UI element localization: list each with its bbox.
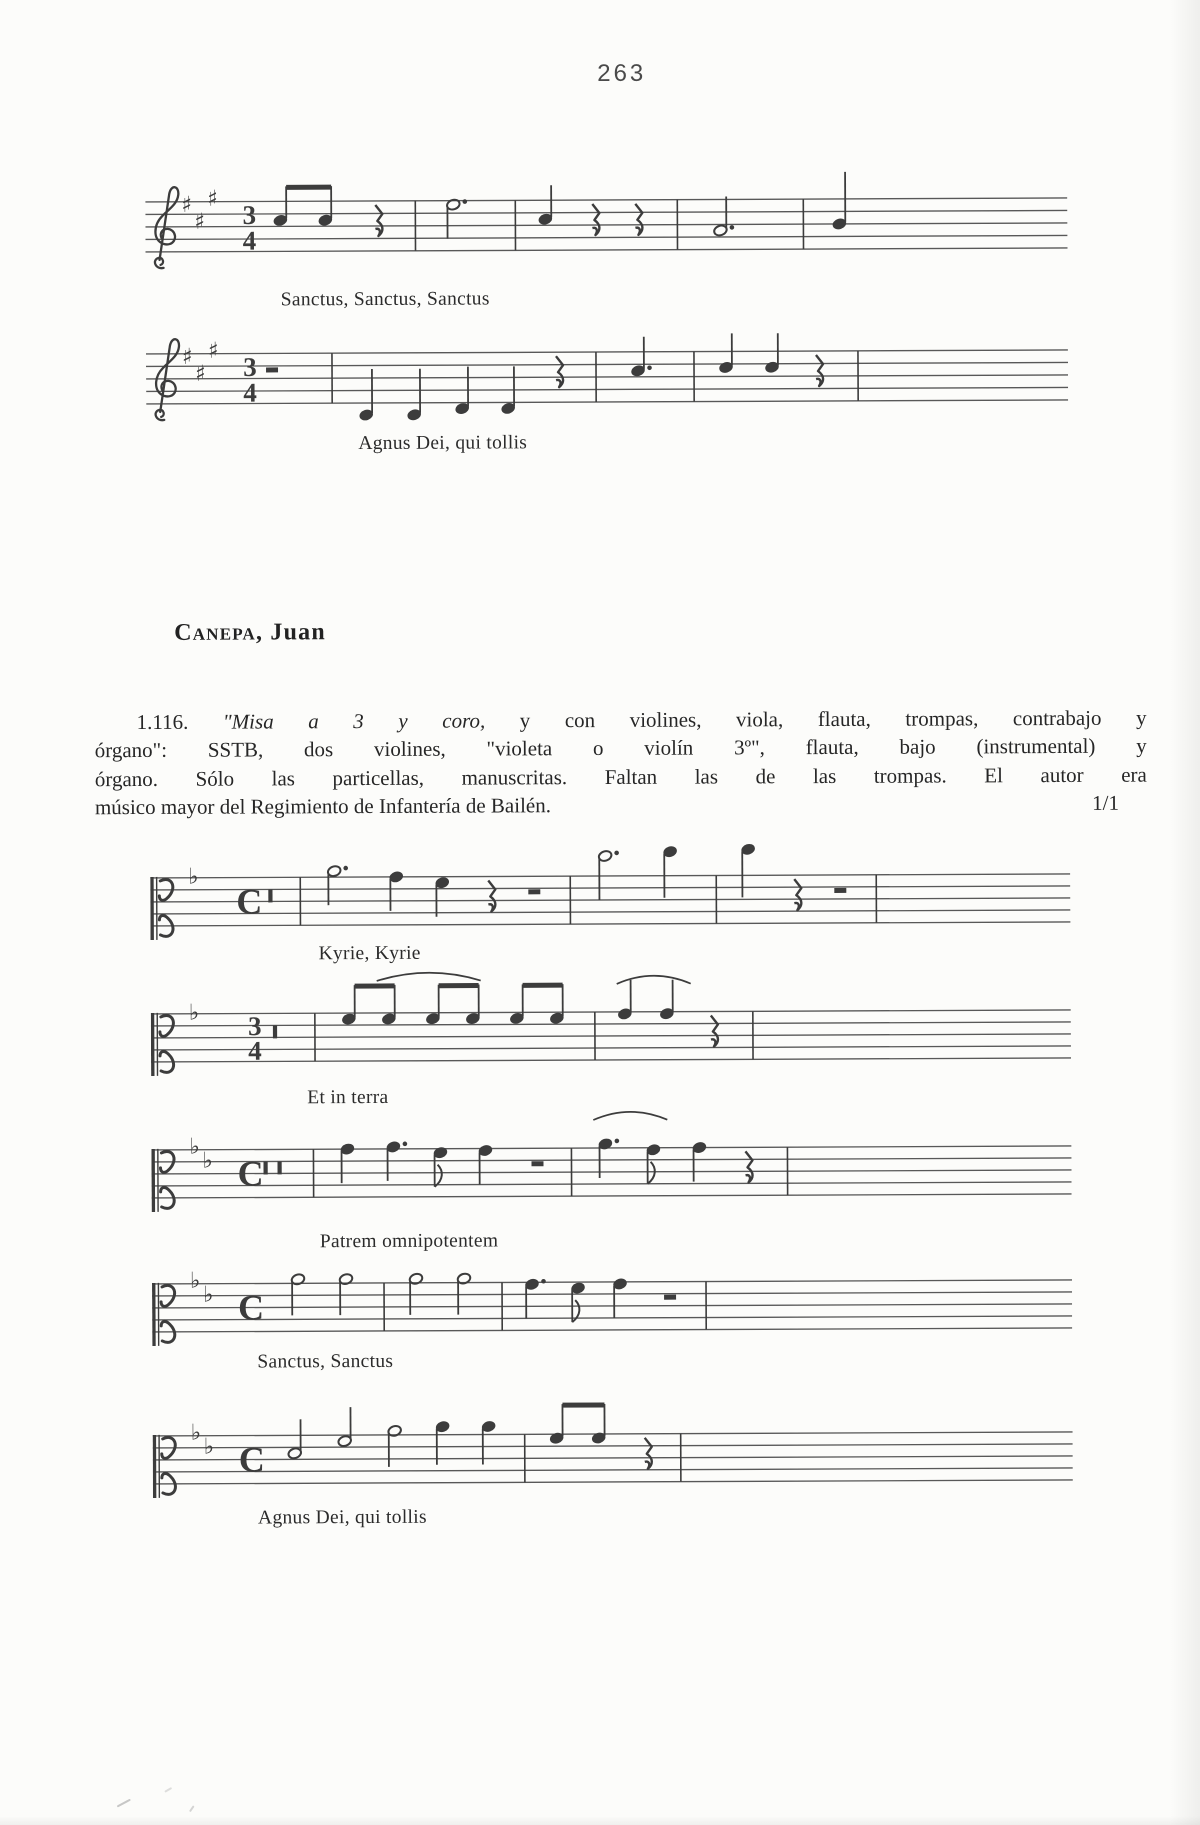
quarter-rest — [635, 204, 642, 235]
rest-block — [531, 1161, 543, 1166]
staff-line — [145, 198, 1067, 202]
key-accidental: ♯ — [207, 338, 219, 364]
key-accidental: ♭ — [188, 864, 199, 890]
rest-block — [528, 889, 540, 894]
staff-line — [153, 1480, 1073, 1484]
staff-caption: Sanctus, Sanctus — [257, 1350, 394, 1373]
alto-clef-icon — [162, 1437, 176, 1494]
composer-heading — [174, 619, 326, 647]
key-accidental: ♭ — [203, 1282, 214, 1308]
entry-title-italic: "Misa a 3 y coro, — [222, 708, 486, 734]
alto-clef-icon — [160, 1015, 174, 1072]
system-bar — [153, 1435, 157, 1498]
quarter-rest — [488, 880, 495, 911]
quarter-rest — [745, 1151, 752, 1182]
staff-line — [152, 1304, 1072, 1308]
entry-segment: músico mayor del Regimiento de Infantería de Bailén. — [94, 793, 552, 820]
entry-line — [95, 760, 1147, 793]
slur — [377, 973, 481, 981]
alto-clef-icon — [160, 1151, 174, 1208]
augmentation-dot — [462, 199, 467, 204]
eighth-flag — [572, 1300, 579, 1322]
key-accidental: ♯ — [181, 192, 193, 218]
quarter-rest — [592, 204, 599, 235]
treble-clef-icon — [155, 187, 179, 268]
time-signature-denominator: 4 — [242, 225, 257, 256]
staff-line — [151, 1010, 1071, 1014]
system-bar — [152, 1283, 156, 1346]
staff-line — [150, 922, 1070, 926]
key-accidental: ♭ — [203, 1434, 215, 1460]
quarter-rest — [711, 1015, 718, 1046]
quarter-rest — [645, 1438, 652, 1469]
staff-caption: Patrem omnipotentem — [319, 1230, 499, 1253]
staff-line — [152, 1328, 1072, 1332]
entry-segment: 1.116. — [136, 709, 223, 735]
staff-line — [151, 1046, 1071, 1050]
staff-line — [146, 387, 1068, 391]
rest-block — [834, 888, 846, 893]
rest-stub — [263, 1161, 267, 1174]
entry-segment: órgano. Sólo las particellas, manuscritas. Faltan las de las trompas. El autor era — [94, 762, 1147, 792]
staff-line — [151, 1058, 1071, 1062]
entry-segment: y con violines, viola, flauta, trompas, contrabajo y — [485, 705, 1147, 733]
entry-text — [95, 704, 1147, 822]
pencil-mark — [117, 1799, 131, 1808]
key-accidental: ♯ — [207, 186, 218, 212]
eighth-flag — [435, 1165, 442, 1187]
quarter-rest — [816, 355, 823, 386]
treble-clef-icon — [155, 339, 179, 420]
key-accidental: ♭ — [189, 1134, 200, 1160]
pencil-mark — [189, 1805, 195, 1812]
page-number: 263 — [597, 59, 647, 88]
staff-line — [152, 1316, 1072, 1320]
staff-line — [145, 235, 1067, 239]
augmentation-dot — [730, 225, 735, 230]
key-accidental: ♯ — [194, 209, 206, 235]
staff-line — [153, 1444, 1073, 1448]
time-signature-denominator: 4 — [248, 1035, 262, 1066]
entry-line — [95, 732, 1147, 765]
time-signature-denominator: 4 — [243, 377, 257, 408]
staff-line — [150, 874, 1070, 878]
staff-line — [150, 886, 1070, 890]
time-signature: C — [236, 881, 263, 922]
staff-line — [146, 350, 1068, 354]
rest-stub — [268, 889, 272, 902]
augmentation-dot — [614, 851, 619, 856]
staff-line — [151, 1022, 1071, 1026]
time-signature-numerator: 3 — [248, 1011, 262, 1042]
staff-line — [145, 210, 1067, 214]
key-accidental: ♭ — [189, 1268, 201, 1294]
alto-clef-icon — [161, 1285, 175, 1342]
augmentation-dot — [403, 1142, 408, 1147]
slur — [617, 976, 691, 984]
alto-clef-icon — [159, 879, 173, 936]
staff-caption: Sanctus, Sanctus, Sanctus — [280, 288, 490, 311]
slur — [593, 1112, 667, 1120]
quarter-rest — [556, 356, 563, 387]
staff-line — [150, 910, 1070, 914]
staff-line — [153, 1432, 1073, 1436]
time-signature-numerator: 3 — [243, 351, 257, 383]
staff-line — [151, 1034, 1071, 1038]
entry-line — [95, 704, 1147, 737]
staff-line — [151, 1146, 1071, 1150]
time-signature: C — [238, 1439, 265, 1480]
rest-stub — [277, 1161, 281, 1174]
entry-segment: órgano": SSTB, dos violines, "violeta o violín 3º", flauta, bajo (instrumental) y — [94, 734, 1147, 763]
staff-line — [153, 1468, 1073, 1472]
staff-line — [152, 1170, 1072, 1174]
staff-line — [146, 248, 1068, 252]
staff-line — [146, 400, 1068, 404]
scan-edge-shadow-bottom — [0, 1816, 1200, 1825]
staff-caption: Et in terra — [307, 1086, 389, 1109]
staff-line — [152, 1194, 1072, 1198]
key-accidental: ♯ — [194, 361, 206, 387]
system-bar — [150, 877, 154, 940]
time-signature: C — [238, 1287, 265, 1328]
composer-firstname: , Juan — [255, 619, 326, 646]
staff-line — [146, 375, 1068, 379]
time-signature: C — [237, 1153, 264, 1194]
staff-caption: Agnus Dei, qui tollis — [358, 432, 528, 455]
staff-caption: Kyrie, Kyrie — [318, 942, 421, 965]
rest-block — [664, 1295, 676, 1300]
key-accidental: ♭ — [188, 1000, 200, 1026]
staff-line — [152, 1280, 1072, 1284]
augmentation-dot — [647, 365, 652, 370]
time-signature-numerator: 3 — [242, 199, 257, 231]
staff-line — [152, 1292, 1072, 1296]
eighth-flag — [648, 1162, 655, 1184]
rest-stub — [273, 1025, 277, 1038]
quarter-rest — [794, 879, 801, 910]
entry-line — [95, 789, 1147, 822]
scan-edge-shadow-right — [1170, 0, 1200, 1825]
staff-line — [151, 1158, 1071, 1162]
music-staff-2 — [146, 280, 1069, 464]
staff-line — [150, 898, 1070, 902]
augmentation-dot — [541, 1279, 546, 1284]
pencil-mark — [164, 1787, 172, 1793]
rest-block — [266, 367, 278, 372]
system-bar — [151, 1013, 155, 1076]
augmentation-dot — [615, 1139, 620, 1144]
composer-surname: Canepa — [174, 619, 257, 646]
system-bar — [151, 1149, 155, 1212]
entry-ref: 1/1 — [1092, 790, 1119, 816]
quarter-rest — [375, 205, 382, 236]
staff-line — [152, 1182, 1072, 1186]
key-accidental: ♭ — [190, 1420, 202, 1446]
staff-caption: Agnus Dei, qui tollis — [257, 1506, 427, 1529]
staff-line — [146, 362, 1068, 366]
key-accidental: ♭ — [202, 1148, 213, 1174]
key-accidental: ♯ — [181, 344, 193, 370]
augmentation-dot — [343, 866, 348, 871]
